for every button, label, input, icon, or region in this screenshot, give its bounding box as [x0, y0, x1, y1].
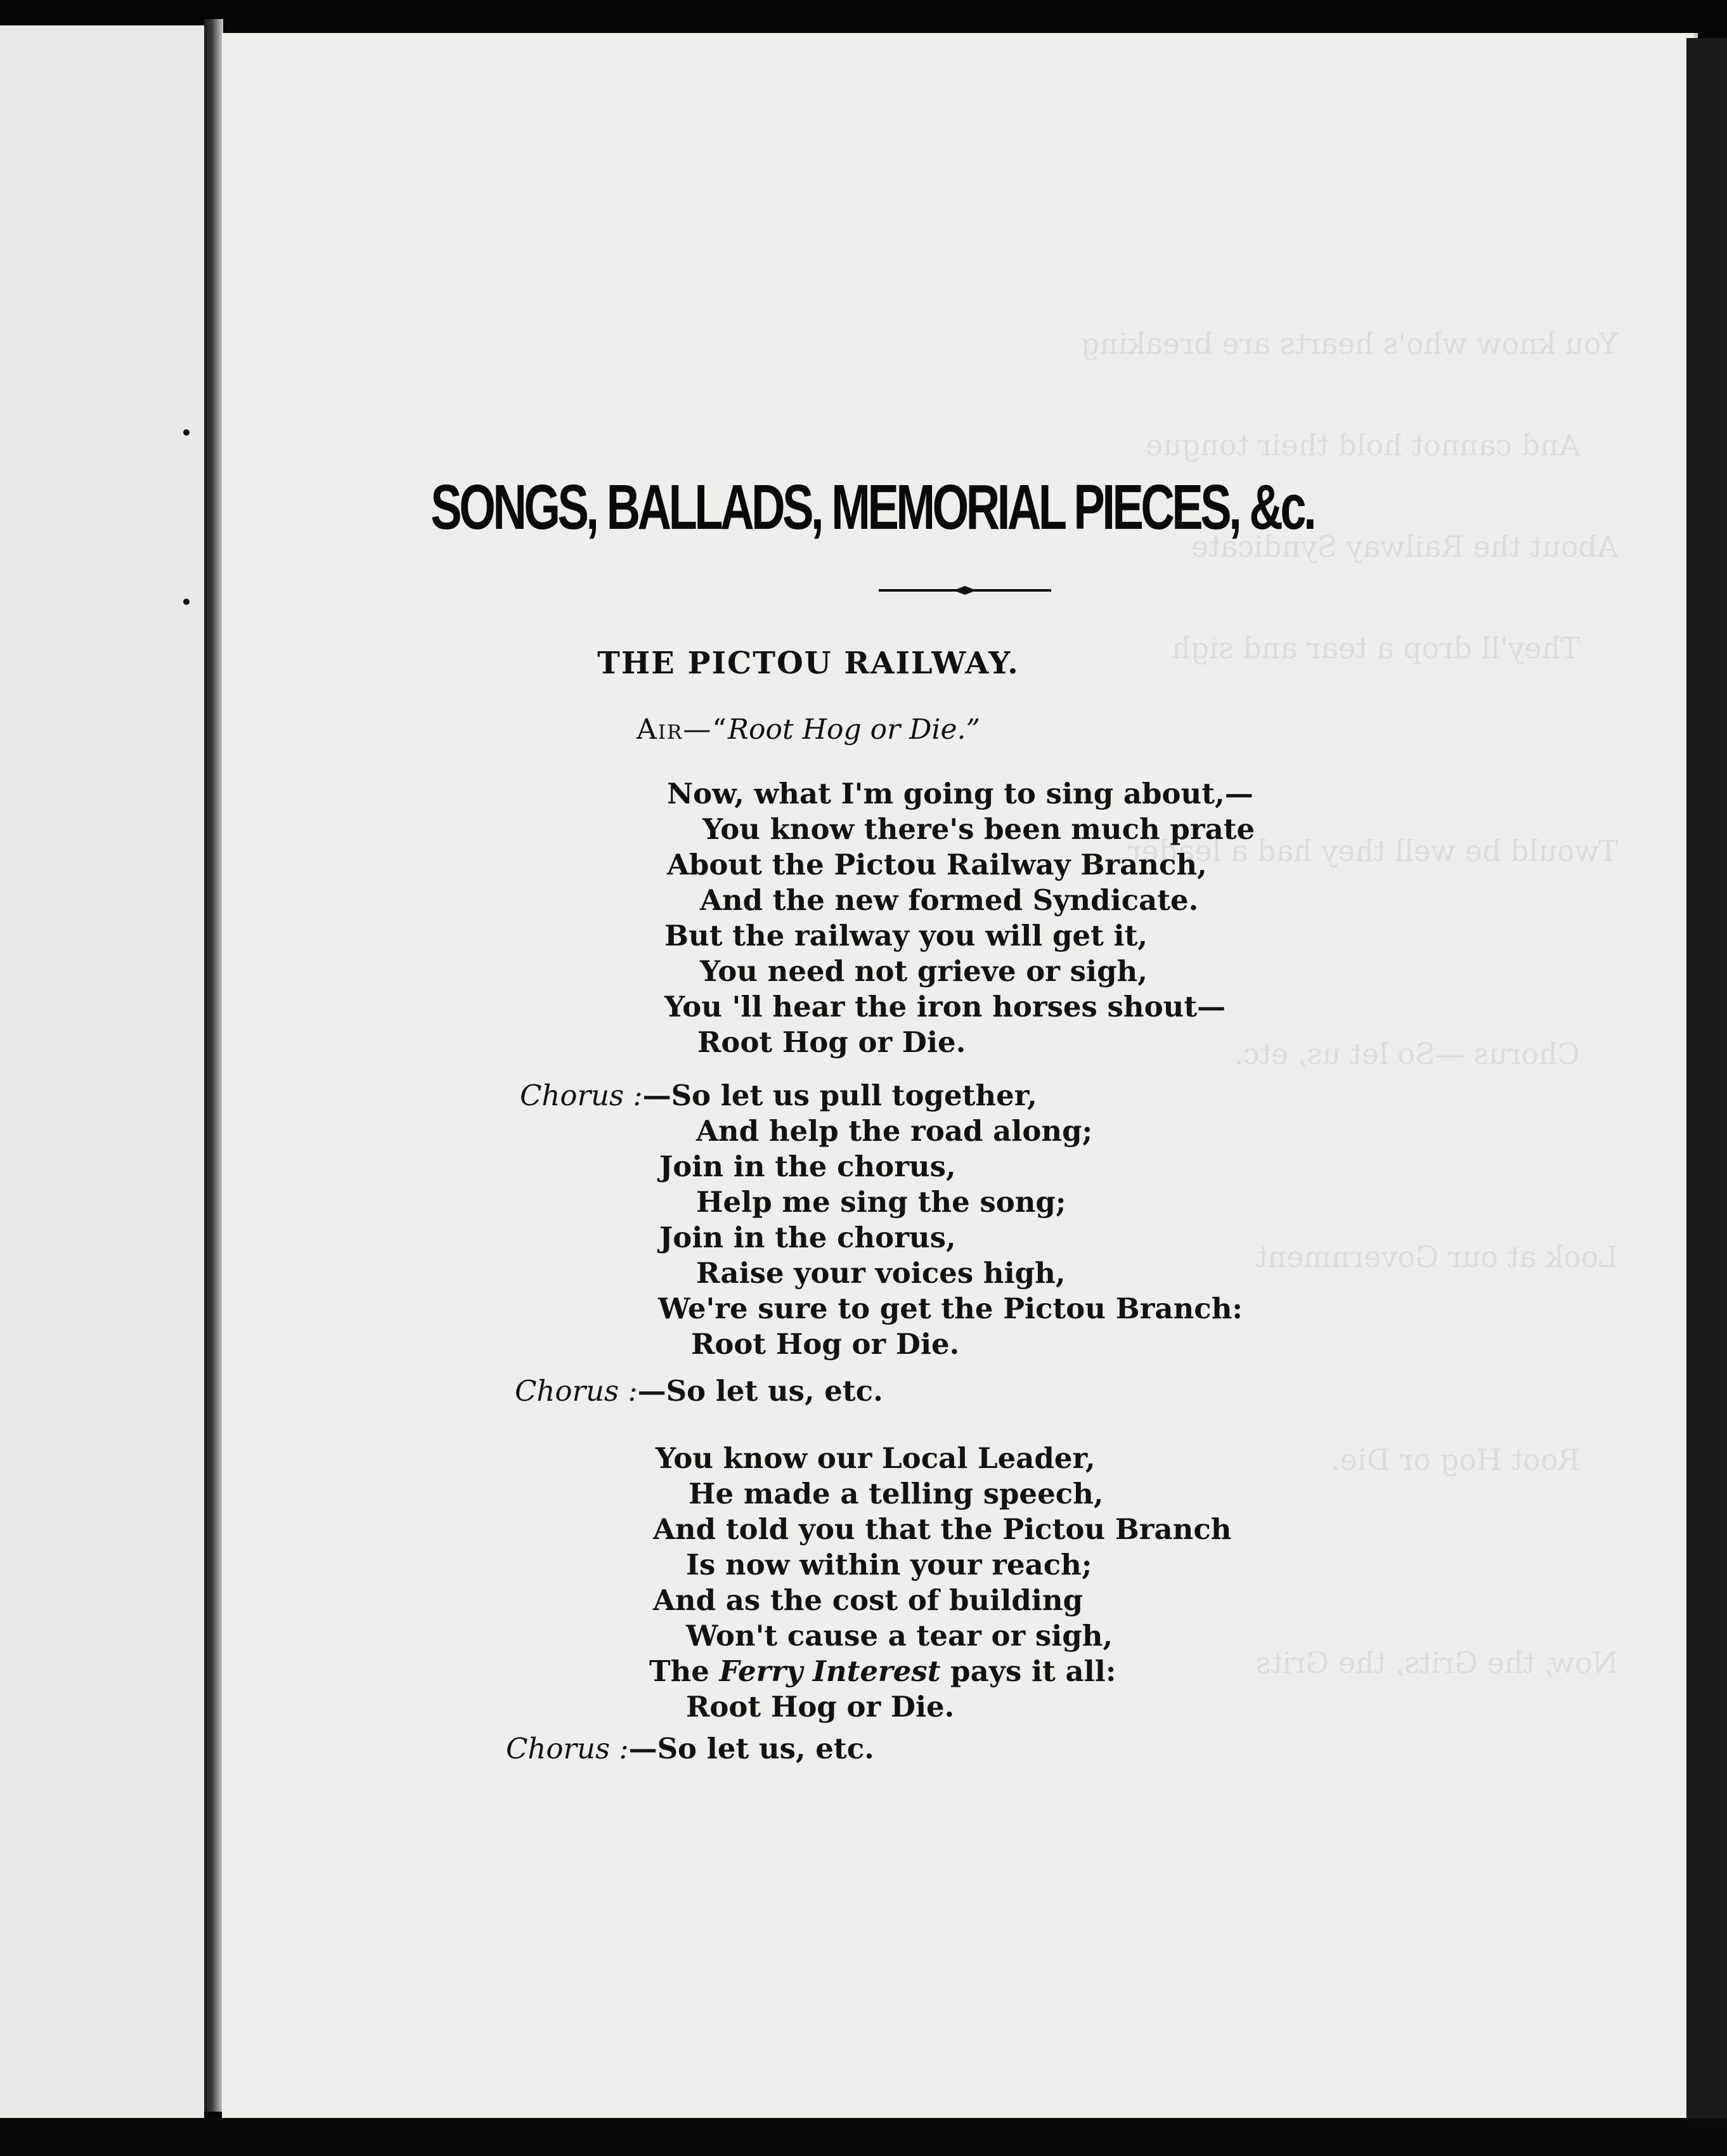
- page-heading: SONGS, BALLADS, MEMORIAL PIECES, &c.: [430, 472, 1314, 543]
- air-label: Air—“: [636, 713, 728, 746]
- verse-line: Root Hog or Die.: [686, 1690, 955, 1724]
- chorus-label: Chorus :: [520, 1079, 643, 1112]
- verse-line-ferry: The Ferry Interest pays it all:: [649, 1654, 1116, 1688]
- chorus-line: Raise your voices high,: [696, 1256, 1066, 1290]
- book-gutter: [204, 19, 223, 2112]
- chorus-reference: Chorus :—So let us, etc.: [506, 1732, 874, 1765]
- verse-line: And as the cost of building: [653, 1583, 1083, 1617]
- chorus-line: We're sure to get the Pictou Branch:: [658, 1292, 1243, 1325]
- chorus-line: Root Hog or Die.: [691, 1327, 960, 1361]
- ink-speck: [183, 599, 190, 605]
- verse-line: But the railway you will get it,: [664, 919, 1148, 952]
- verse-line: Now, what I'm going to sing about,—: [667, 777, 1253, 810]
- ornamental-rule: [879, 586, 1051, 595]
- book-page: [222, 33, 1698, 2119]
- scan-top-border: [0, 0, 1727, 27]
- verse-line: Won't cause a tear or sigh,: [686, 1619, 1113, 1653]
- chorus-line: And help the road along;: [696, 1114, 1093, 1148]
- chorus-line: Help me sing the song;: [696, 1185, 1066, 1219]
- verse-line: You 'll hear the iron horses shout—: [664, 990, 1226, 1023]
- show-through-text: You know who's hearts are breaking And cannot hold their tongue About the Railway Syndicate They'll drop a tear and sigh Twould be well they had a leader Chorus —So let us, etc. Look at our Government Root Hog or Die. Now, the Grits, the Grits: [1080, 327, 1618, 1680]
- page-edge-shadow: [1686, 38, 1727, 2156]
- scan-bottom-border: [0, 2118, 1727, 2156]
- chorus-reference: Chorus :—So let us, etc.: [515, 1374, 883, 1408]
- chorus-label: Chorus :: [506, 1732, 629, 1765]
- verse-line: Is now within your reach;: [686, 1548, 1092, 1581]
- verse-line: And the new formed Syndicate.: [700, 883, 1199, 917]
- chorus-label: Chorus :: [515, 1374, 638, 1408]
- verse-line: He made a telling speech,: [689, 1477, 1104, 1510]
- air-line: [298, 713, 1319, 746]
- ink-speck: [183, 429, 190, 436]
- verse-line: And told you that the Pictou Branch: [653, 1512, 1232, 1546]
- verse-line: Root Hog or Die.: [697, 1025, 966, 1059]
- chorus-line: Join in the chorus,: [659, 1150, 956, 1183]
- chorus-line: Join in the chorus,: [659, 1221, 956, 1254]
- air-tune: Root Hog or Die.”: [727, 713, 981, 746]
- left-page-edge: [0, 25, 204, 2118]
- verse-line: About the Pictou Railway Branch,: [667, 848, 1207, 881]
- verse-line: You know there's been much prate: [702, 812, 1255, 846]
- chorus-first-line: Chorus :—So let us pull together,: [520, 1079, 1037, 1112]
- verse-line: You know our Local Leader,: [656, 1441, 1096, 1475]
- verse-line: You need not grieve or sigh,: [700, 954, 1148, 988]
- song-title: THE PICTOU RAILWAY.: [597, 646, 1019, 681]
- ferry-interest-italic: Ferry Interest: [719, 1654, 941, 1688]
